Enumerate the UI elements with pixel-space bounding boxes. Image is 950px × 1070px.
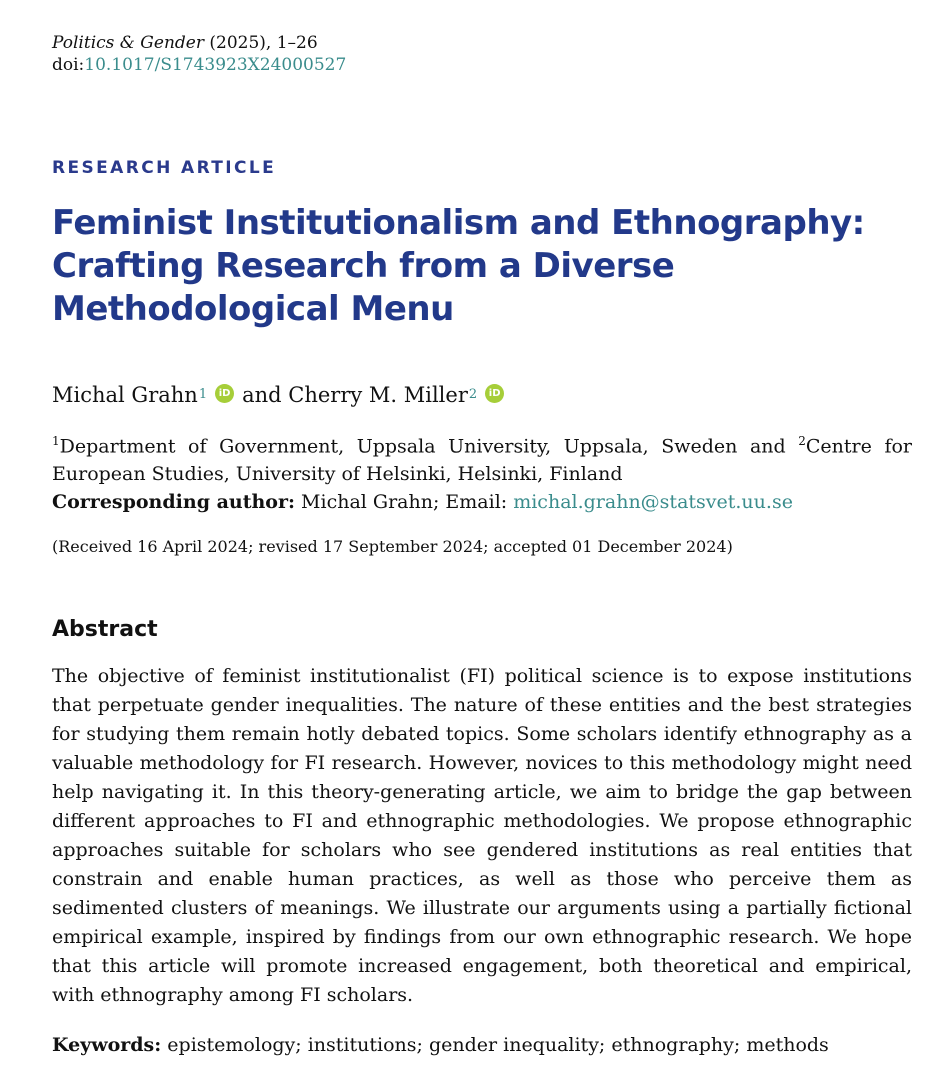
corresponding-author	[52, 488, 912, 516]
journal-citation	[52, 32, 912, 76]
article-type: RESEARCH ARTICLE	[52, 158, 277, 178]
author-affil-sup-1[interactable]: 1	[198, 387, 208, 402]
keywords-text: epistemology; institutions; gender inequality; ethnography; methods	[161, 1034, 829, 1057]
journal-name: Politics & Gender	[52, 33, 204, 53]
abstract-body: The objective of feminist institutionalist (FI) political science is to expose institutions that perpetuate gender inequalities. The nature of these entities and the best strategies for studying them remain hotly debated topics. Some scholars identify ethnography as a valuable methodology for FI research. However, novices to this methodology might need help navigating it. In this theory-generating article, we aim to bridge the gap between different approaches to FI and ethnographic methodologies. We propose ethnographic approaches suitable for scholars who see gendered institutions as real entities that constrain and enable human practices, as well as those who perceive them as sedimented clusters of meanings. We illustrate our arguments using a partially fictional empirical example, inspired by findings from our own ethnographic research. We hope that this article will promote increased engagement, both theoretical and empirical, with ethnography among FI scholars.	[52, 665, 912, 1007]
abstract-heading: Abstract	[52, 617, 158, 643]
keywords-label: Keywords:	[52, 1034, 162, 1057]
affil-sup-1: 1	[52, 434, 60, 448]
orcid-icon[interactable]: iD	[485, 384, 504, 403]
article-first-page	[52, 32, 912, 1058]
received-dates: (Received 16 April 2024; revised 17 September 2024; accepted 01 December 2024)	[52, 537, 733, 557]
author-affil-sup-2[interactable]: 2	[468, 387, 478, 402]
affiliations	[52, 427, 912, 488]
journal-issue: (2025), 1–26	[203, 33, 318, 53]
affil-text-2: Centre for European Studies, University of Helsinki, Helsinki, Finland	[52, 435, 912, 486]
orcid-icon[interactable]: iD	[215, 384, 234, 403]
affil-sup-2: 2	[798, 434, 806, 448]
author-name-1: Michal Grahn	[52, 383, 198, 407]
email-link[interactable]: michal.grahn@statsvet.uu.se	[513, 491, 793, 514]
doi-link[interactable]: 10.1017/S1743923X24000527	[84, 55, 347, 75]
article-title: Feminist Institutionalism and Ethnography: Crafting Research from a Diverse Methodological Menu	[52, 203, 865, 329]
doi-prefix: doi:	[52, 55, 85, 75]
author-name-2: and Cherry M. Miller	[242, 383, 468, 407]
corresponding-text: Michal Grahn; Email:	[295, 491, 514, 514]
author-line	[52, 381, 912, 409]
affil-text-1: Department of Government, Uppsala University, Uppsala, Sweden and	[59, 435, 799, 458]
keywords	[52, 1032, 912, 1058]
corresponding-label: Corresponding author:	[52, 491, 296, 514]
